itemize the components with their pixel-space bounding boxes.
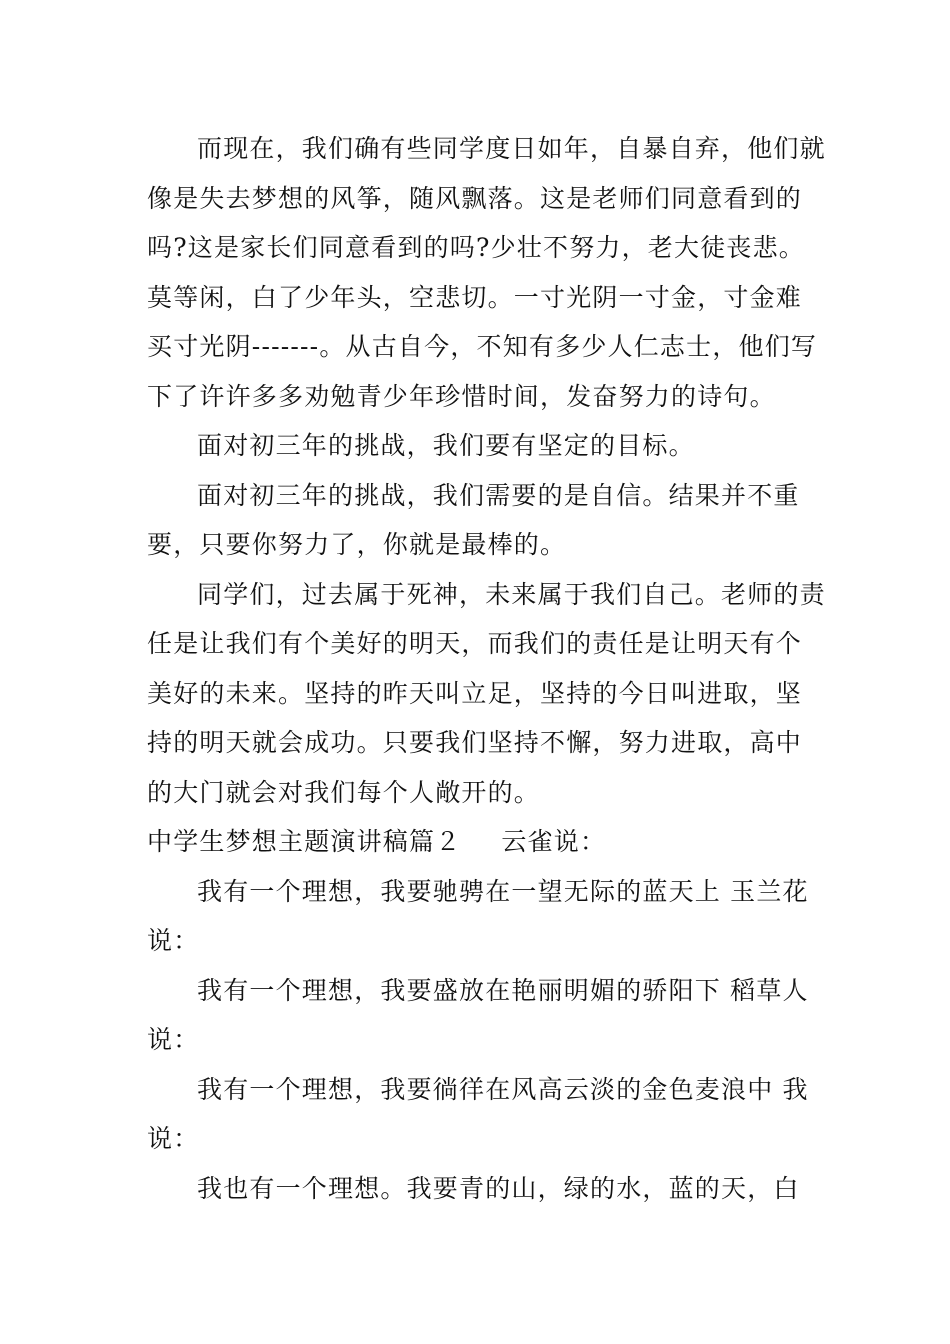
paragraph-8: 我也有一个理想。我要青的山，绿的水，蓝的天，白 bbox=[197, 1173, 800, 1203]
paragraph-3: 面对初三年的挑战，我们需要的是自信。结果并不重要，只要你努力了，你就是最棒的。 bbox=[147, 480, 800, 559]
paragraph-5: 我有一个理想，我要驰骋在一望无际的蓝天上 玉兰花说： bbox=[147, 876, 809, 955]
paragraph-1: 而现在，我们确有些同学度日如年，自暴自弃，他们就像是失去梦想的风筝，随风飘落。这是老师们同意看到的吗?这是家长们同意看到的吗?少壮不努力，老大徒丧悲。莫等闲，白了少年头，空悲切。一寸光阴一寸金，寸金难买寸光阴-------。从古自今，不知有多少人仁志士，他们写下了许许多多劝勉青少年珍惜时间，发奋努力的诗句。 bbox=[147, 134, 826, 411]
paragraph-7: 我有一个理想，我要徜徉在风高云淡的金色麦浪中 我说： bbox=[147, 1074, 809, 1153]
paragraph-4: 同学们，过去属于死神，未来属于我们自己。老师的责任是让我们有个美好的明天，而我们的责任是让明天有个美好的未来。坚持的昨天叫立足，坚持的今日叫进取，坚持的明天就会成功。只要我们坚持不懈，努力进取，高中的大门就会对我们每个人敞开的。 bbox=[147, 579, 826, 807]
paragraph-2: 面对初三年的挑战，我们要有坚定的目标。 bbox=[197, 431, 695, 460]
section-heading: 中学生梦想主题演讲稿篇２ bbox=[147, 827, 462, 856]
paragraph-6: 我有一个理想，我要盛放在艳丽明媚的骄阳下 稻草人说： bbox=[147, 975, 809, 1054]
section-heading-line bbox=[147, 817, 827, 867]
heading-tail: 云雀说： bbox=[501, 827, 607, 856]
document-body bbox=[147, 124, 827, 1213]
